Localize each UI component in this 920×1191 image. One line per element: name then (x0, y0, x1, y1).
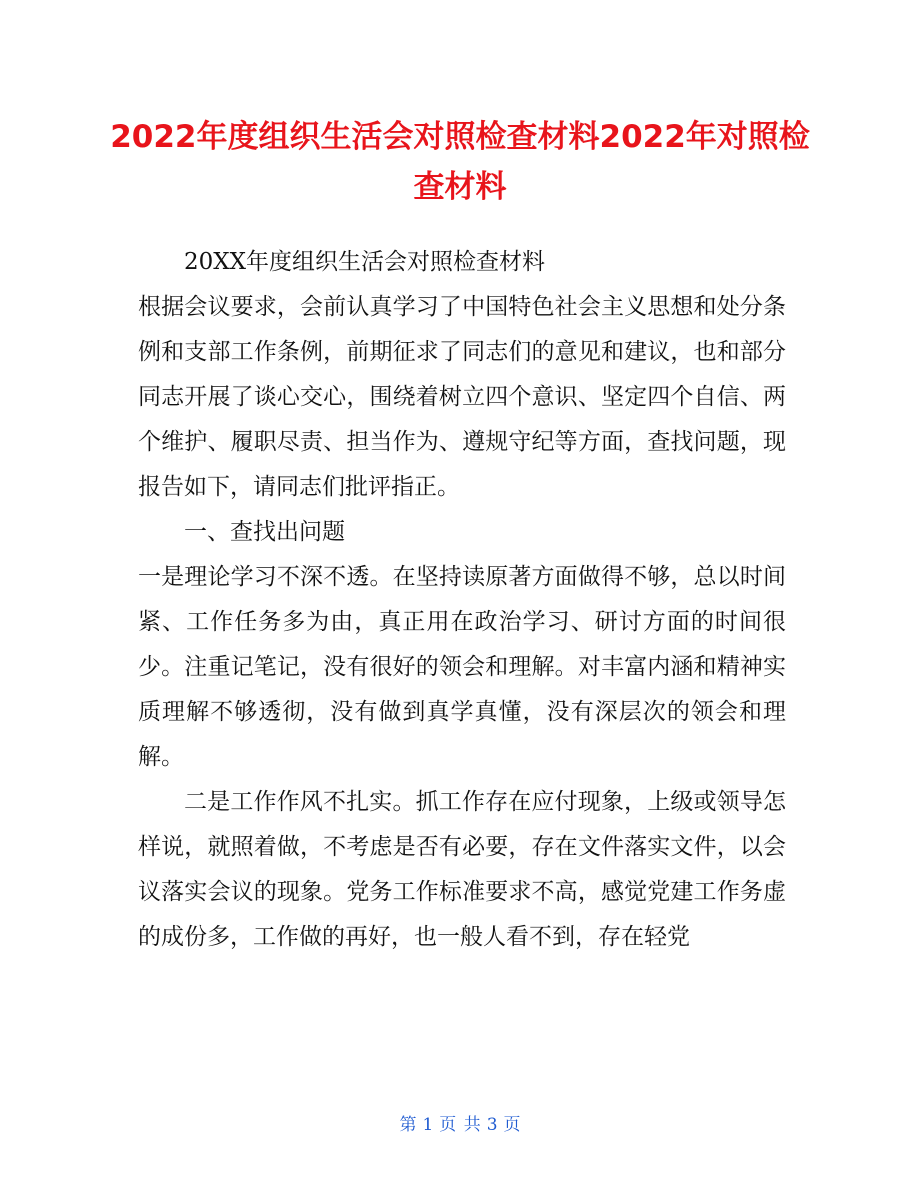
footer-current-page: 1 (422, 1115, 434, 1135)
footer-total-pages: 3 (486, 1115, 498, 1135)
problem-one-paragraph: 一是理论学习不深不透。在坚持读原著方面做得不够，总以时间紧、工作任务多为由，真正用在政治学习、研讨方面的时间很少。注重记笔记，没有很好的领会和理解。对丰富内涵和精神实质理解不够透彻，没有做到真学真懂，没有深层次的领会和理解。 (138, 564, 786, 770)
footer-label-of: 页 共 (439, 1115, 481, 1135)
intro-paragraph: 根据会议要求，会前认真学习了中国特色社会主义思想和处分条例和支部工作条例，前期征求了同志们的意见和建议，也和部分同志开展了谈心交心，围绕着树立四个意识、坚定四个自信、两个维护、履职尽责、担当作为、遵规守纪等方面，查找问题，现报告如下，请同志们批评指正。 (138, 294, 786, 500)
problem-two-paragraph: 二是工作作风不扎实。抓工作存在应付现象，上级或领导怎样说，就照着做，不考虑是否有必要，存在文件落实文件，以会议落实会议的现象。党务工作标准要求不高，感觉党建工作务虚的成份多，工作做的再好，也一般人看不到，存在轻党 (138, 789, 786, 950)
section-heading: 一、查找出问题 (184, 519, 345, 545)
document-title: 2022年度组织生活会对照检查材料2022年对照检查材料 (110, 119, 810, 205)
document-body (138, 240, 786, 960)
footer-label-page: 第 (399, 1115, 417, 1135)
page-footer (0, 1113, 920, 1137)
subtitle-paragraph: 20XX年度组织生活会对照检查材料 (184, 249, 546, 275)
footer-label-end: 页 (503, 1115, 521, 1135)
